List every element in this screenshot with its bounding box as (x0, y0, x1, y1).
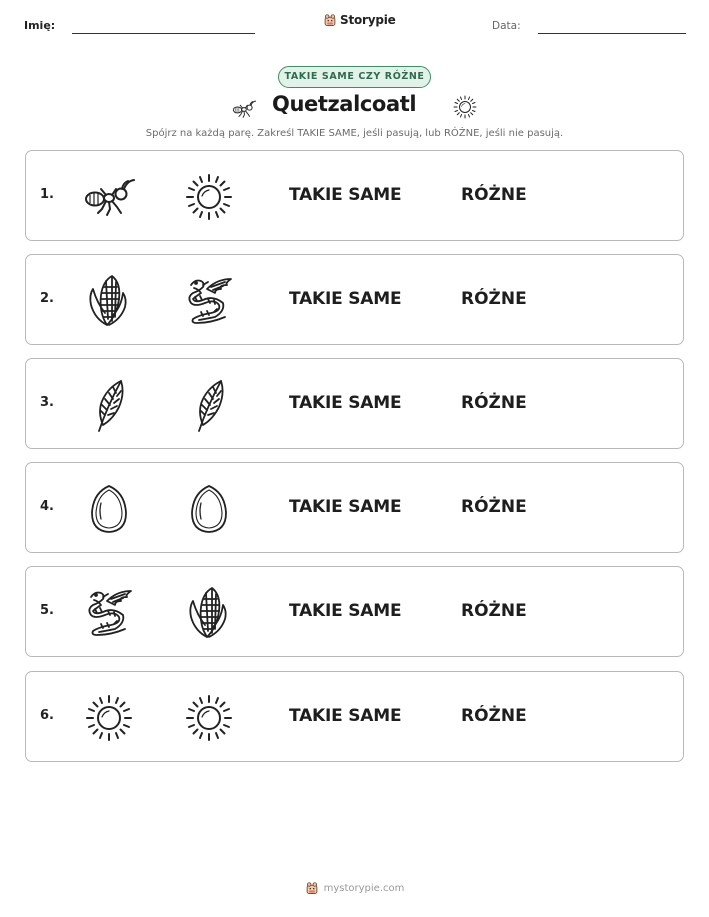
brand-name: Storypie (340, 13, 396, 27)
footer-url: mystorypie.com (323, 882, 405, 894)
storypie-logo-icon (323, 13, 337, 27)
option-different[interactable]: RÓŻNE (461, 185, 527, 205)
feather-icon (81, 377, 137, 433)
option-different[interactable]: RÓŻNE (461, 289, 527, 309)
brand-logo (323, 13, 396, 27)
option-same[interactable]: TAKIE SAME (289, 497, 402, 517)
instructions: Spójrz na każdą parę. Zakreśl TAKIE SAME, jeśli pasują, lub RÓŻNE, jeśli nie pasują. (145, 128, 564, 139)
question-row (25, 358, 684, 449)
option-different[interactable]: RÓŻNE (461, 393, 527, 413)
option-different[interactable]: RÓŻNE (461, 706, 527, 726)
question-number: 6. (40, 708, 54, 723)
question-row (25, 150, 684, 241)
worksheet-type-badge: TAKIE SAME CZY RÓŻNE (278, 66, 431, 88)
sun-icon (451, 93, 479, 121)
feathered-serpent-icon (181, 273, 237, 329)
question-row (25, 671, 684, 762)
egg-icon (81, 481, 137, 537)
ant-icon (81, 169, 137, 225)
option-same[interactable]: TAKIE SAME (289, 601, 402, 621)
title-row (0, 92, 709, 122)
sun-icon (81, 690, 137, 746)
sun-icon (181, 690, 237, 746)
sun-icon (181, 169, 237, 225)
feather-icon (181, 377, 237, 433)
name-field-line[interactable] (72, 33, 255, 34)
worksheet-header (0, 0, 709, 50)
option-same[interactable]: TAKIE SAME (289, 393, 402, 413)
feathered-serpent-icon (81, 585, 137, 641)
option-different[interactable]: RÓŻNE (461, 497, 527, 517)
option-same[interactable]: TAKIE SAME (289, 185, 402, 205)
question-number: 2. (40, 291, 54, 306)
date-field-line[interactable] (538, 33, 686, 34)
question-number: 5. (40, 603, 54, 618)
question-number: 4. (40, 499, 54, 514)
question-number: 3. (40, 395, 54, 410)
date-label: Data: (492, 20, 521, 32)
ant-icon (229, 96, 259, 122)
footer (0, 881, 709, 895)
name-label: Imię: (24, 19, 56, 32)
storypie-logo-icon (305, 881, 319, 895)
option-same[interactable]: TAKIE SAME (289, 706, 402, 726)
question-row (25, 462, 684, 553)
question-number: 1. (40, 187, 54, 202)
question-row (25, 254, 684, 345)
corn-icon (81, 273, 137, 329)
page-title: Quetzalcoatl (272, 92, 417, 116)
corn-icon (181, 585, 237, 641)
egg-icon (181, 481, 237, 537)
question-row (25, 566, 684, 657)
option-different[interactable]: RÓŻNE (461, 601, 527, 621)
option-same[interactable]: TAKIE SAME (289, 289, 402, 309)
